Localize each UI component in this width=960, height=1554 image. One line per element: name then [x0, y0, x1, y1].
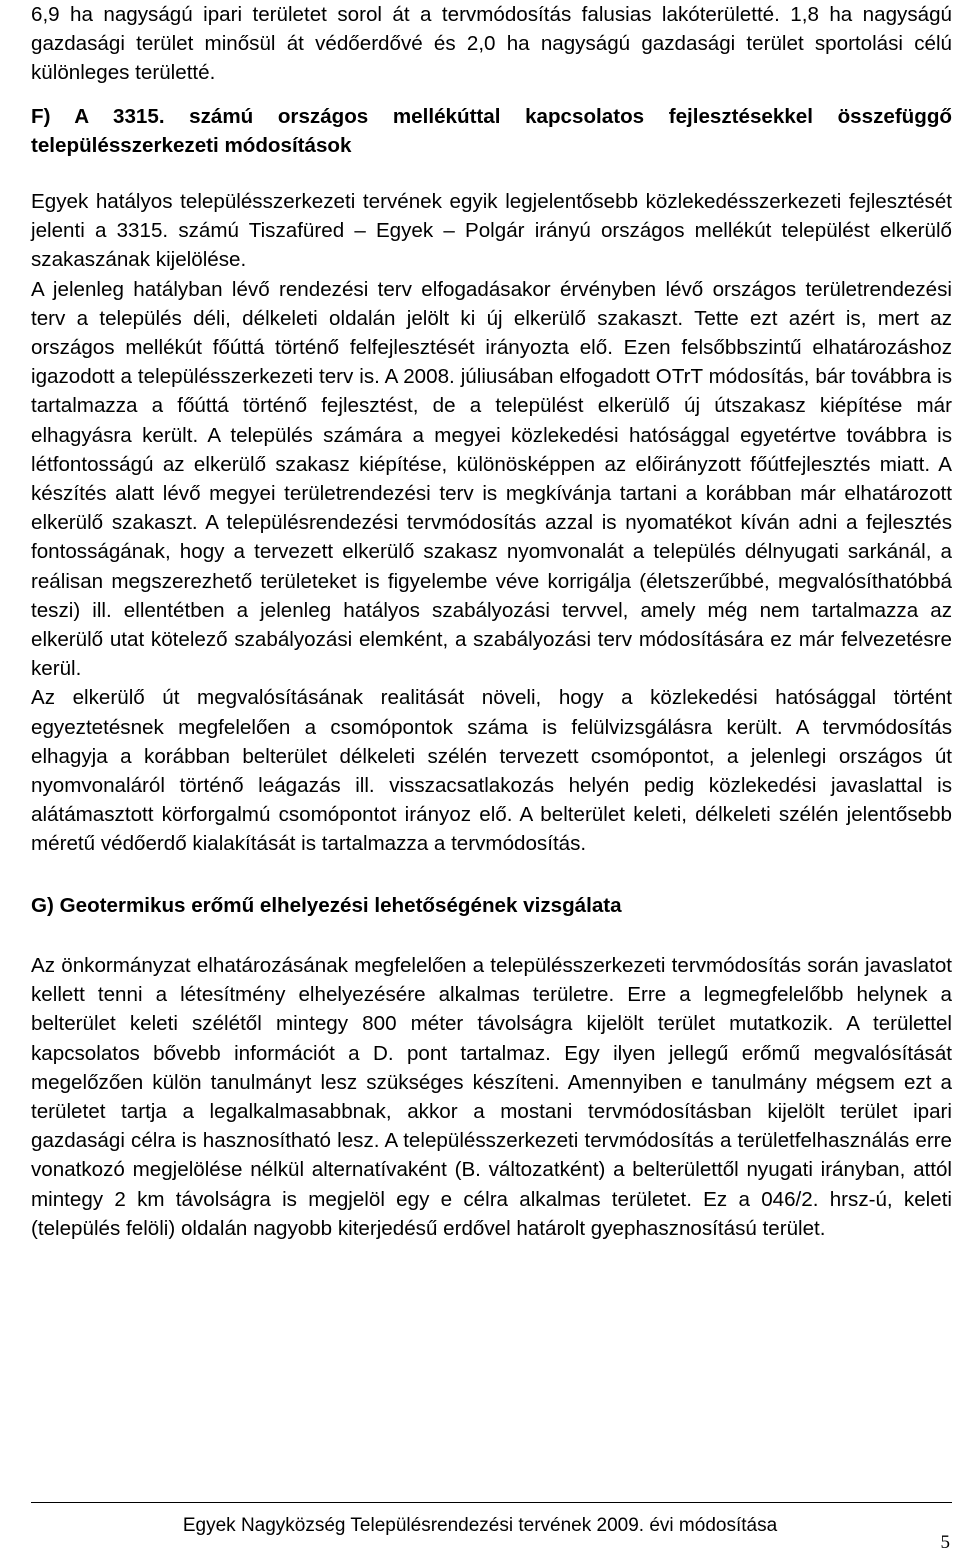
- section-f-paragraph-3: Az elkerülő út megvalósításának realitását növeli, hogy a közlekedési hatósággal történt egyeztetésnek megfelelően a csomópontok száma is felülvizsgálásra került. A tervmódosítás elhagyja a korábban belterület délkeleti szélén tervezett csomópontot, a jelenlegi országos út nyomvonaláról történő leágazás ill. visszacsatlakozás helyén pedig közlekedési javaslattal is alátámasztott körforgalmú csomópontot irányoz elő. A belterület keleti, délkeleti szélén jelentősebb méretű védőerdő kialakítását is tartalmazza a tervmódosítás.: [31, 686, 952, 856]
- intro-paragraph: 6,9 ha nagyságú ipari területet sorol át a tervmódosítás falusias lakóterületté. 1,8 ha nagyságú gazdasági terület minősül át védőerdővé és 2,0 ha nagyságú gazdasági terület sportolási célú különleges területté.: [31, 3, 952, 85]
- footer-title: Egyek Nagyközség Településrendezési tervének 2009. évi módosítása: [182, 1515, 778, 1536]
- section-g-paragraph: Az önkormányzat elhatározásának megfelelően a településszerkezeti tervmódosítás során javaslatot kellett tenni a létesítmény elhelyezésére alkalmas területre. Erre a legmegfelelőbb helynek a belterület keleti szélétől mintegy 800 méter távolságra kijelölt terület mutatkozik. A területtel kapcsolatos bővebb információt a D. pont tartalmaz. Egy ilyen jellegű erőmű megvalósítását megelőzően külön tanulmányt lesz szükséges készíteni. Amennyiben e tanulmány mégsem ezt a területet tartja a legalkalmasabbnak, akkor a mostani tervmódosításban kijelölt terület ipari gazdasági célra is hasznosítható lesz. A településszerkezeti tervmódosítás a területfelhasználás erre vonatkozó megjelölése nélkül alternatívaként (B. változatként) a belterülettől nyugati irányban, attól mintegy 2 km távolságra is megjelöl egy e célra alkalmas területet. Ez a 046/2. hrsz-ú, keleti (település felöli) oldalán nagyobb kiterjedésű erdővel határolt gyephasznosítású terület.: [31, 953, 952, 1240]
- section-f-paragraph-1: Egyek hatályos településszerkezeti tervének egyik legjelentősebb közlekedésszerkezeti fejlesztését jelenti a 3315. számú Tiszafüred – Egyek – Polgár irányú országos mellékút települést elkerülő szakaszának kijelölése.: [31, 190, 952, 272]
- section-g-heading: G) Geotermikus erőmű elhelyezési lehetőségének vizsgálata: [31, 893, 622, 917]
- section-f-heading: F) A 3315. számú országos mellékúttal kapcsolatos fejlesztésekkel összefüggő településszerkezeti módosítások: [31, 104, 952, 157]
- document-body: [31, 0, 952, 1243]
- footer-divider: [31, 1502, 952, 1503]
- page-number: 5: [940, 1532, 950, 1553]
- section-f-paragraph-2: A jelenleg hatályban lévő rendezési terv elfogadásakor érvényben lévő országos területrendezési terv a település déli, délkeleti oldalán jelölt ki új elkerülő szakaszt. Tette ezt azért is, mert az országos mellékút főúttá történő felfejlesztését irányozta elő. Ezen felsőbbszintű elhatározáshoz igazodott a településszerkezeti terv is. A 2008. júliusában elfogadott OTrT módosítás, bár továbbra is tartalmazza a főúttá történő fejlesztést, de a települést elkerülő új útszakasz kiépítése már elhagyásra került. A település számára a megyei közlekedési hatósággal egyetértve továbbra is létfontosságú az elkerülő szakasz kiépítése, különösképpen az előirányzott főútfejlesztés miatt. A készítés alatt lévő megyei területrendezési terv is megkívánja tartani a korábban már elhatározott elkerülő szakaszt. A településrendezési tervmódosítás azzal is nyomatékot kíván adni a fejlesztés fontosságának, hogy a tervezett elkerülő szakasz nyomvonalát a település délnyugati sarkánál, a reálisan megszerezhető területeket is figyelembe véve korrigálja (életszerűbbé, megvalósíthatóbbá teszi) ill. ellentétben a jelenleg hatályos szabályozási tervvel, amely még nem tartalmazza az elkerülő utat kötelező szabályozási elemként, a szabályozási terv módosítására ez már felvezetésre kerül.: [31, 277, 952, 681]
